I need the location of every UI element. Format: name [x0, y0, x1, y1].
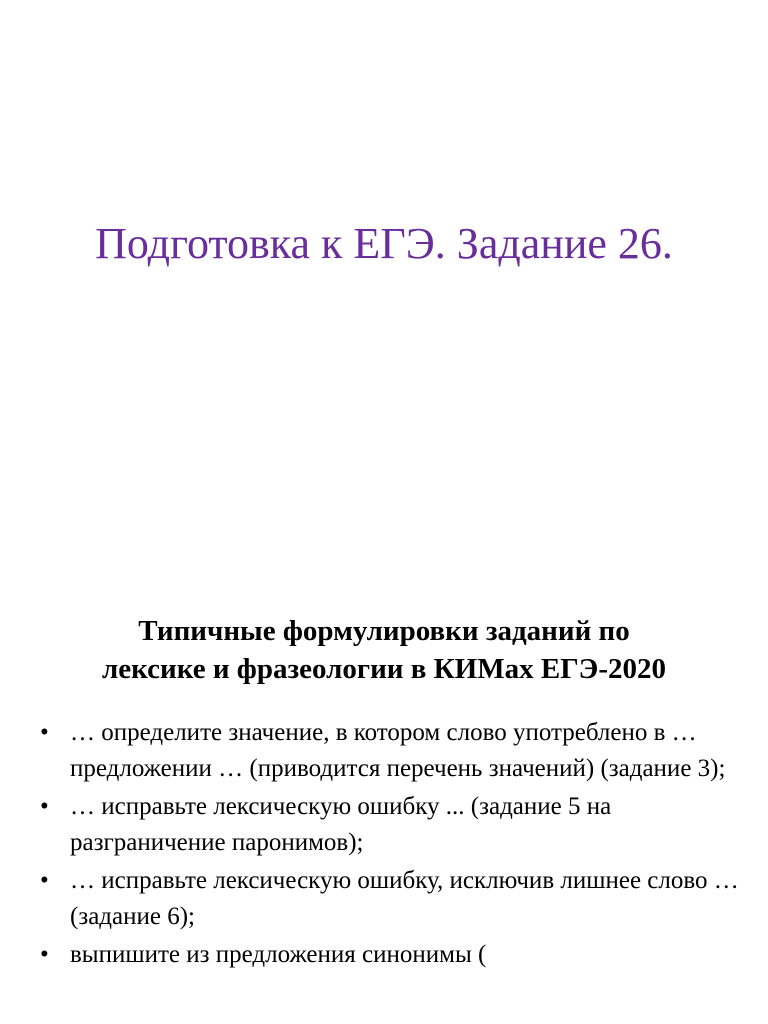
bullet-icon: • [40, 867, 49, 894]
task-formulations-list [40, 715, 740, 975]
list-item-text: … исправьте лексическую ошибку ... (задание 5 на разграничение паронимов); [70, 793, 612, 856]
slide-title: Подготовка к ЕГЭ. Задание 26. [95, 219, 673, 268]
section-heading [20, 612, 748, 688]
list-item-text: … определите значение, в котором слово употреблено в … предложении … (приводится перечень значений) (задание 3); [70, 719, 726, 782]
section-heading-line-2: лексике и фразеологии в КИМах ЕГЭ-2020 [102, 653, 666, 685]
list-item-text: … исправьте лексическую ошибку, исключив лишнее слово … (задание 6); [70, 867, 739, 930]
bullet-icon: • [40, 793, 49, 820]
list-item-text: выпишите из предложения синонимы ( [70, 941, 487, 968]
list-item [40, 715, 740, 787]
bullet-icon: • [40, 941, 49, 968]
list-item [40, 937, 740, 973]
list-item [40, 863, 740, 935]
section-heading-line-1: Типичные формулировки заданий по [138, 615, 630, 647]
list-item [40, 789, 740, 861]
bullet-icon: • [40, 719, 49, 746]
